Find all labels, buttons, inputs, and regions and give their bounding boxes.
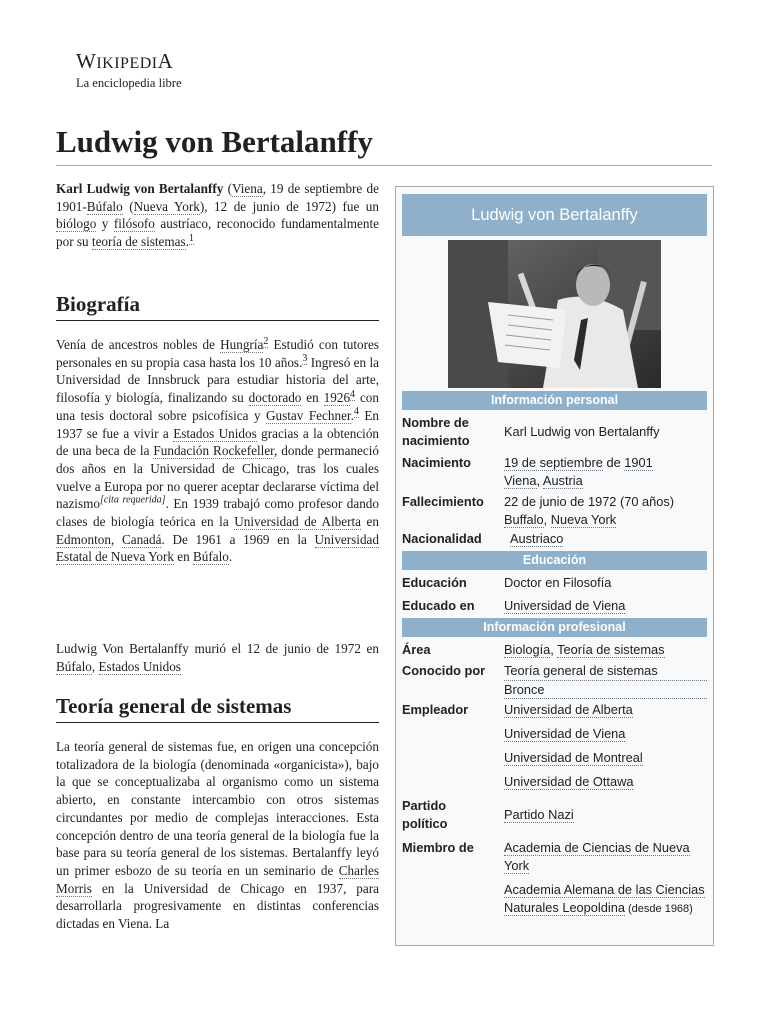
- page-title: Ludwig von Bertalanffy: [56, 122, 712, 166]
- value-area: Biología, Teoría de sistemas: [504, 642, 665, 657]
- value-nombre-nacimiento: Karl Ludwig von Bertalanffy: [504, 424, 660, 439]
- link-1926[interactable]: 1926: [323, 390, 351, 406]
- value-nacimiento: 19 de septiembre de 1901 Viena, Austria: [504, 455, 653, 488]
- value-partido-politico: [504, 806, 707, 824]
- reference-1[interactable]: 1: [188, 232, 194, 244]
- reference-3[interactable]: 3: [302, 353, 308, 365]
- link-buffalo[interactable]: Buffalo: [504, 511, 544, 527]
- label-fallecimiento: Fallecimiento: [402, 494, 484, 509]
- death-paragraph: Ludwig Von Bertalanffy murió el 12 de junio de 1972 en Búfalo, Estados Unidos: [56, 641, 379, 674]
- link-viena-infobox[interactable]: Viena: [504, 472, 537, 488]
- value-educacion: Doctor en Filosofía: [504, 575, 612, 590]
- citation-needed[interactable]: [cita requerida]: [99, 494, 166, 506]
- reference-4[interactable]: 4: [350, 388, 356, 400]
- link-canada[interactable]: Canadá: [121, 531, 162, 547]
- link-viena[interactable]: Viena: [232, 181, 263, 196]
- link-1901[interactable]: 1901: [624, 455, 653, 470]
- label-conocido-por: Conocido por: [402, 663, 486, 678]
- link-academia-ciencias-nueva-york[interactable]: Academia de Ciencias de Nueva York: [504, 840, 690, 873]
- link-teoria-general-sistemas[interactable]: Teoría general de sistemas: [504, 662, 707, 681]
- wikipedia-tagline: La enciclopedia libre: [76, 76, 182, 90]
- link-charles-morris[interactable]: Charles Morris: [56, 862, 379, 896]
- link-teoria-de-sistemas[interactable]: teoría de sistemas: [91, 234, 186, 250]
- link-partido-nazi[interactable]: Partido Nazi: [504, 807, 574, 822]
- infobox-title: Ludwig von Bertalanffy: [402, 194, 707, 236]
- link-empleador-4[interactable]: Universidad de Ottawa: [504, 774, 634, 789]
- portrait-photo[interactable]: [448, 240, 661, 388]
- value-educado-en: [504, 597, 707, 615]
- section-informacion-profesional: Información profesional: [402, 618, 707, 637]
- link-austria[interactable]: Austria: [542, 472, 583, 488]
- portrait-image: [448, 240, 661, 388]
- link-nueva-york[interactable]: Nueva York: [133, 198, 200, 214]
- link-bufalo-3[interactable]: Búfalo: [56, 658, 92, 674]
- label-nombre-nacimiento: Nombre de nacimiento: [402, 415, 470, 448]
- heading-biografia: Biografía: [56, 290, 379, 321]
- infobox: [395, 186, 714, 946]
- link-universidad-estatal-nueva-york[interactable]: Universidad Estatal de Nueva York: [56, 531, 379, 565]
- link-bronce[interactable]: Bronce: [504, 681, 707, 700]
- link-austriaco[interactable]: Austriaco: [510, 531, 564, 546]
- link-hungria[interactable]: Hungría: [220, 337, 264, 352]
- link-estados-unidos[interactable]: Estados Unidos: [173, 425, 257, 441]
- link-nueva-york-infobox[interactable]: Nueva York: [550, 511, 617, 527]
- subject-name: Karl Ludwig von Bertalanffy: [56, 181, 224, 196]
- value-empleador: [504, 701, 707, 797]
- label-empleador: Empleador: [402, 702, 469, 717]
- link-fundacion-rockefeller[interactable]: Fundación Rockefeller: [153, 443, 275, 459]
- link-biologo[interactable]: biólogo: [56, 216, 97, 232]
- value-fallecimiento: 22 de junio de 1972 (70 años) Buffalo, Nueva York: [504, 494, 675, 527]
- link-estados-unidos-2[interactable]: Estados Unidos: [98, 658, 181, 674]
- label-educado-en: Educado en: [402, 598, 475, 613]
- systems-theory-paragraph: La teoría general de sistemas fue, en origen una concepción totalizadora de la biología (denominada «organicista»), bajo la que se conceptualizaba al organismo como un sistema abierto, en constante intercambio con otros sistemas circundantes por medio de complejas interacciones. Esta concepción dentro de una teoría general de la biología fue la base para su teoría general de los sistemas. Bertalanffy leyó un primer esbozo de su teoría en un seminario de Charles Morris en la Universidad de Chicago en 1937, para desarrollarla progresivamente en distintas conferencias dictadas en Viena. La: [56, 739, 379, 932]
- link-biologia[interactable]: Biología: [504, 642, 551, 657]
- reference-2[interactable]: 2: [263, 335, 269, 347]
- link-universidad-de-alberta[interactable]: Universidad de Alberta: [234, 514, 362, 530]
- label-nacimiento: Nacimiento: [402, 455, 471, 470]
- value-miembro-de: [504, 839, 707, 918]
- value-nacionalidad: [510, 530, 713, 548]
- label-area: Área: [402, 642, 431, 657]
- link-empleador-2[interactable]: Universidad de Viena: [504, 726, 626, 741]
- wikipedia-wordmark: WIKIPEDIA: [76, 49, 174, 73]
- reference-4b[interactable]: 4: [353, 406, 359, 418]
- label-educacion: Educación: [402, 575, 467, 590]
- link-edmonton[interactable]: Edmonton: [56, 531, 111, 547]
- link-bufalo[interactable]: Búfalo: [86, 198, 123, 214]
- link-filosofo[interactable]: filósofo: [113, 216, 155, 232]
- biography-paragraph: Venía de ancestros nobles de Hungría$^2$ Estudió con tutores personales en su propia casa hasta los 10 años.$^3$ Ingresó en la Universidad de Innsbruck para estudiar historia del arte, filosofía y biología, finalizando su doctorado en 1926$^4$ con una tesis doctoral sobre psicofísica y Gustav Fechner.$^4$ En 1937 se fue a vivir a Estados Unidos gracias a la obtención de una beca de la Fundación Rockefeller, donde permaneció dos años en la Universidad de Chicago, tras los cuales vuelve a Europa por no querer aceptar declararse víctima del nazismo[cita requerida]. En 1939 trabajó como profesor dando clases de biología teórica en la Universidad de Alberta en Edmonton, Canadá. De 1961 a 1969 en la Universidad Estatal de Nueva York en Búfalo.: [56, 335, 380, 565]
- wikipedia-logo[interactable]: [76, 50, 182, 90]
- label-partido-politico: Partido político: [402, 798, 448, 831]
- link-bufalo-2[interactable]: Búfalo: [192, 549, 229, 565]
- value-conocido-por: [504, 662, 707, 699]
- label-miembro-de: Miembro de: [402, 840, 474, 855]
- membership-note: (desde 1968): [624, 902, 693, 915]
- link-empleador-1[interactable]: Universidad de Alberta: [504, 702, 633, 717]
- link-academia-leopoldina[interactable]: Academia Alemana de las Ciencias Naturales Leopoldina: [504, 882, 705, 915]
- link-gustav-fechner[interactable]: Gustav Fechner: [266, 407, 351, 423]
- link-doctorado[interactable]: doctorado: [248, 390, 302, 406]
- section-educacion: Educación: [402, 551, 707, 570]
- link-universidad-de-viena[interactable]: Universidad de Viena: [504, 598, 626, 613]
- link-empleador-3[interactable]: Universidad de Montreal: [504, 750, 643, 765]
- heading-teoria-general: Teoría general de sistemas: [56, 692, 379, 723]
- section-informacion-personal: Información personal: [402, 391, 707, 410]
- link-19-septiembre[interactable]: 19 de septiembre: [504, 455, 603, 470]
- intro-paragraph: Karl Ludwig von Bertalanffy (Viena, 19 de septiembre de 1901-Búfalo (Nueva York), 12 de junio de 1972) fue un biólogo y filósofo austríaco, reconocido fundamentalmente por su teoría de sistemas.$^1$: [56, 181, 379, 250]
- link-teoria-sistemas[interactable]: Teoría de sistemas: [557, 642, 665, 657]
- label-nacionalidad: Nacionalidad: [402, 531, 482, 546]
